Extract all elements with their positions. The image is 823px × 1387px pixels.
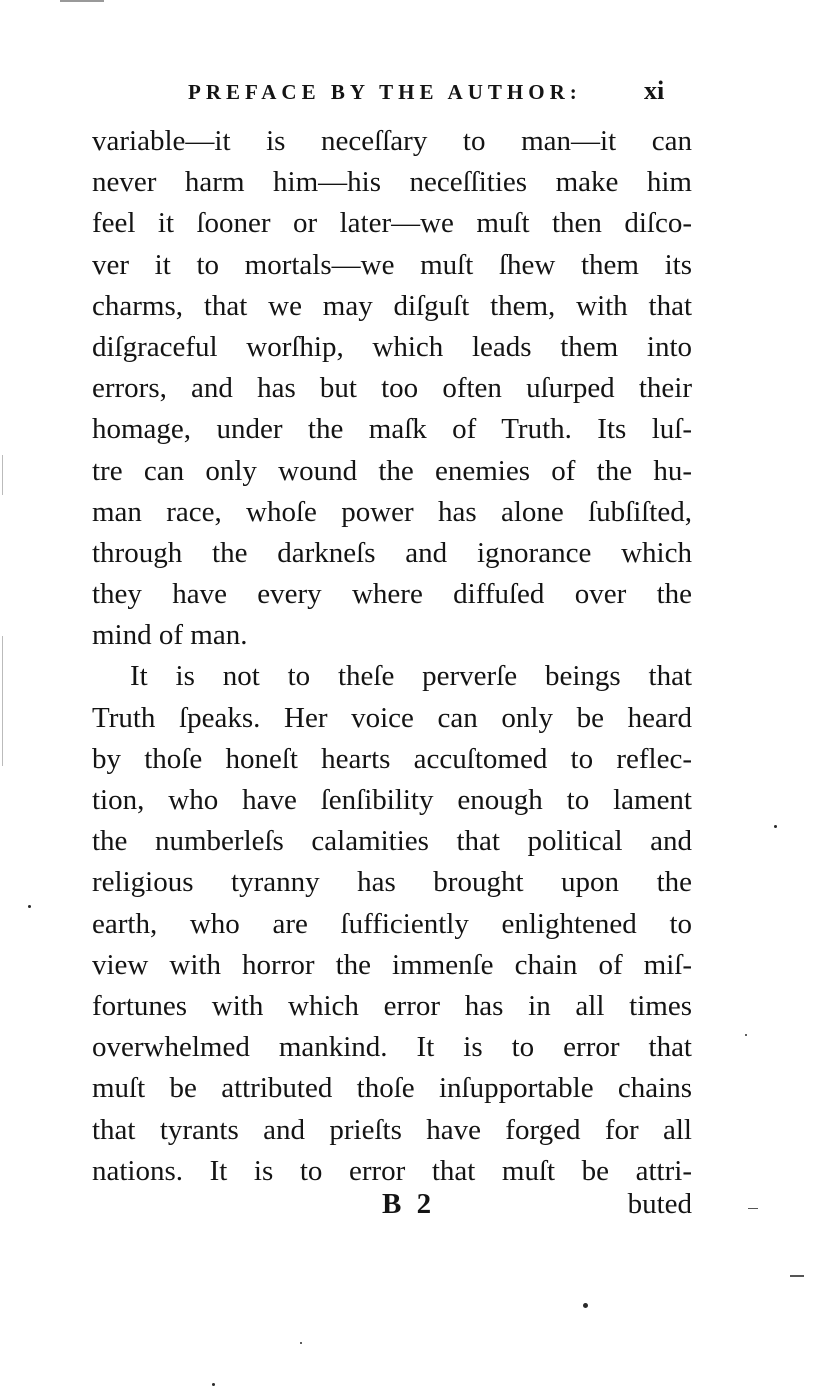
text-line: through the darkneſs and ignorance which [92, 536, 692, 569]
scan-speck [774, 825, 777, 828]
body-text [92, 121, 692, 1192]
text-line: tion, who have ſenſibility enough to lament [92, 784, 692, 816]
text-line: diſgraceful worſhip, which leads them into [92, 330, 692, 363]
text-line: ver it to mortals—we muſt ſhew them its [92, 248, 692, 281]
scan-margin-mark [790, 1275, 804, 1277]
text-line: errors, and has but too often uſurped their [92, 372, 692, 405]
text-line: view with horror the immenſe chain of miſ- [92, 948, 692, 981]
text-line: they have every where diffuſed over the [92, 578, 692, 611]
text-line: homage, under the maſk of Truth. Its luſ- [92, 413, 692, 446]
paragraph-2 [92, 656, 692, 1191]
scan-speck [745, 1034, 747, 1036]
scan-margin-mark [2, 455, 3, 495]
text-line: It is not to theſe perverſe beings that [130, 660, 692, 693]
catchword: buted [627, 1188, 692, 1220]
page-number: xi [644, 76, 665, 105]
text-line: tre can only wound the enemies of the hu- [92, 454, 692, 487]
scan-speck [583, 1303, 588, 1308]
text-line: variable—it is neceſſary to man—it can [92, 125, 692, 157]
text-line: earth, who are ſufficiently enlightened to [92, 907, 692, 940]
text-line: mind of man. [92, 619, 248, 652]
signature-mark: B 2 [382, 1188, 436, 1220]
text-line: fortunes with which error has in all times [92, 989, 692, 1022]
text-line: overwhelmed mankind. It is to error that [92, 1031, 692, 1064]
scan-margin-mark [60, 0, 104, 2]
running-head [188, 76, 708, 110]
text-line: the numberleſs calamities that political and [92, 825, 692, 858]
running-title: PREFACE BY THE AUTHOR: [188, 80, 582, 104]
text-line: charms, that we may diſguſt them, with that [92, 289, 692, 322]
text-line: Truth ſpeaks. Her voice can only be heard [92, 701, 692, 734]
page-footer [92, 1184, 692, 1225]
text-line: never harm him—his neceſſities make him [92, 166, 692, 199]
text-line: muſt be attributed thoſe inſupportable chains [92, 1072, 692, 1105]
text-line: by thoſe honeſt hearts accuſtomed to reflec- [92, 742, 692, 775]
scan-speck [212, 1383, 215, 1386]
text-line: feel it ſooner or later—we muſt then diſco- [92, 207, 692, 240]
text-line: that tyrants and prieſts have forged for all [92, 1113, 692, 1146]
scan-speck [300, 1342, 302, 1344]
text-line: nations. It is to error that muſt be attri- [92, 1154, 692, 1187]
scan-margin-mark [748, 1208, 758, 1209]
scan-margin-mark [2, 636, 3, 766]
text-line: man race, whoſe power has alone ſubſiſted, [92, 495, 692, 528]
text-line: religious tyranny has brought upon the [92, 866, 692, 899]
paragraph-1 [92, 121, 692, 656]
scan-speck [28, 905, 31, 908]
